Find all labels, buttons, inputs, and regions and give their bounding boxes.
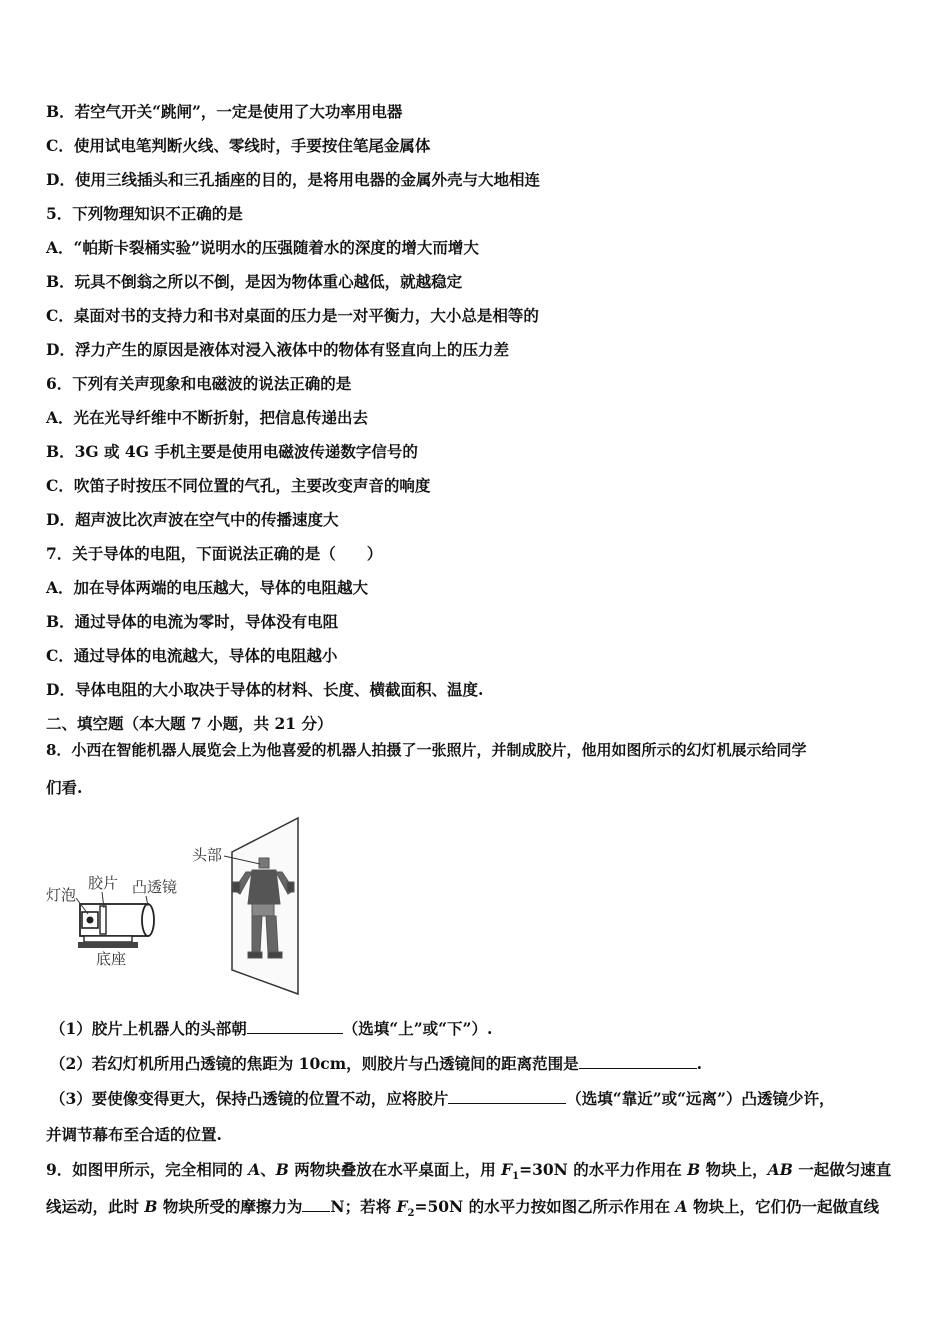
- q5-option-a: A．“帕斯卡裂桶实验”说明水的压强随着水的深度的增大而增大: [46, 238, 479, 257]
- label-film: 胶片: [88, 874, 119, 892]
- q9-text: 物块上，: [700, 1160, 768, 1179]
- q8-sub2-text-b: .: [696, 1054, 702, 1073]
- var-b: B: [144, 1197, 158, 1216]
- q5-option-d: D．浮力产生的原因是液体对浸入液体中的物体有竖直向上的压力差: [46, 340, 509, 359]
- q5-stem: 5．下列物理知识不正确的是: [46, 204, 243, 223]
- q4-option-b: B．若空气开关“跳闸”，一定是使用了大功率用电器: [46, 102, 403, 121]
- var-b: B: [687, 1160, 701, 1179]
- label-bulb: 灯泡: [46, 886, 77, 904]
- var-f: F: [501, 1160, 513, 1179]
- q9-text: =30N 的水平力作用在: [519, 1160, 688, 1179]
- var-a: A: [248, 1160, 261, 1179]
- subscript-1: 1: [512, 1171, 520, 1183]
- q9-text: 线运动，此时: [46, 1197, 145, 1216]
- q8-sub2-blank[interactable]: [579, 1053, 697, 1069]
- q9-text: 物块上，它们仍一起做直线: [687, 1197, 879, 1216]
- q9-text: 物块所受的摩擦力为: [157, 1197, 303, 1216]
- q4-option-c: C．使用试电笔判断火线、零线时，手要按住笔尾金属体: [46, 136, 431, 155]
- q9-friction-blank[interactable]: [302, 1196, 330, 1212]
- q7-option-d: D．导体电阻的大小取决于导体的材料、长度、横截面积、温度.: [46, 680, 484, 699]
- q8-sub3-text-b: （选填“靠近”或“远离”）凸透镜少许，: [566, 1089, 835, 1108]
- q8-sub3-line2: 并调节幕布至合适的位置.: [46, 1125, 222, 1144]
- q8-sub2-text-a: （2）若幻灯机所用凸透镜的焦距为 10cm，则胶片与凸透镜间的距离范围是: [50, 1054, 579, 1073]
- q8-stem-line2: 们看.: [46, 778, 83, 797]
- q6-option-d: D．超声波比次声波在空气中的传播速度大: [46, 510, 339, 529]
- projector-figure: [40, 812, 320, 1002]
- q9-text: 两物块叠放在水平桌面上，用: [288, 1160, 502, 1179]
- q8-sub1: [50, 1018, 492, 1039]
- var-f: F: [396, 1197, 408, 1216]
- q7-option-c: C．通过导体的电流越大，导体的电阻越小: [46, 646, 338, 665]
- q9-text: 9．如图甲所示，完全相同的: [46, 1160, 249, 1179]
- var-ab: AB: [767, 1160, 793, 1179]
- q6-stem: 6．下列有关声现象和电磁波的说法正确的是: [46, 374, 352, 393]
- q6-option-a: A．光在光导纤维中不断折射，把信息传递出去: [46, 408, 369, 427]
- q9-line2: [46, 1196, 906, 1224]
- q9-line1: [46, 1160, 906, 1187]
- var-b: B: [275, 1160, 289, 1179]
- q8-stem-line1: 8．小西在智能机器人展览会上为他喜爱的机器人拍摄了一张照片，并制成胶片，他用如图所示的幻灯机展示给同学: [46, 741, 807, 759]
- q8-sub1-text-a: （1）胶片上机器人的头部朝: [50, 1019, 247, 1038]
- q9-text: 一起做匀速直: [792, 1160, 892, 1179]
- q6-option-b: B．3G 或 4G 手机主要是使用电磁波传递数字信号的: [46, 442, 418, 461]
- q7-option-a: A．加在导体两端的电压越大，导体的电阻越大: [46, 578, 369, 597]
- q5-option-c: C．桌面对书的支持力和书对桌面的压力是一对平衡力，大小总是相等的: [46, 306, 539, 325]
- q8-sub2: [50, 1053, 702, 1074]
- q8-sub3: [50, 1088, 834, 1109]
- q5-option-b: B．玩具不倒翁之所以不倒，是因为物体重心越低，就越稳定: [46, 272, 463, 291]
- section-heading-fill-in: 二、填空题（本大题 7 小题，共 21 分）: [46, 714, 333, 733]
- q8-sub3-blank[interactable]: [448, 1088, 566, 1104]
- label-base: 底座: [96, 950, 127, 968]
- q8-sub3-text-a: （3）要使像变得更大，保持凸透镜的位置不动，应将胶片: [50, 1089, 449, 1108]
- subscript-2: 2: [407, 1208, 415, 1220]
- q9-text: N；若将: [330, 1197, 397, 1216]
- label-lens: 凸透镜: [132, 878, 178, 896]
- q9-text: =50N 的水平力按如图乙所示作用在: [414, 1197, 676, 1216]
- q6-option-c: C．吹笛子时按压不同位置的气孔，主要改变声音的响度: [46, 476, 431, 495]
- q7-option-b: B．通过导体的电流为零时，导体没有电阻: [46, 612, 339, 631]
- q9-text: 、: [260, 1160, 276, 1179]
- q8-sub1-text-b: （选填“上”或“下”）.: [342, 1019, 493, 1038]
- label-head: 头部: [192, 846, 223, 864]
- projector-device: [78, 904, 154, 948]
- q8-sub1-blank[interactable]: [247, 1018, 343, 1034]
- var-a: A: [675, 1197, 688, 1216]
- q4-option-d: D．使用三线插头和三孔插座的目的，是将用电器的金属外壳与大地相连: [46, 170, 540, 189]
- q7-stem: 7．关于导体的电阻，下面说法正确的是（ ）: [46, 544, 383, 563]
